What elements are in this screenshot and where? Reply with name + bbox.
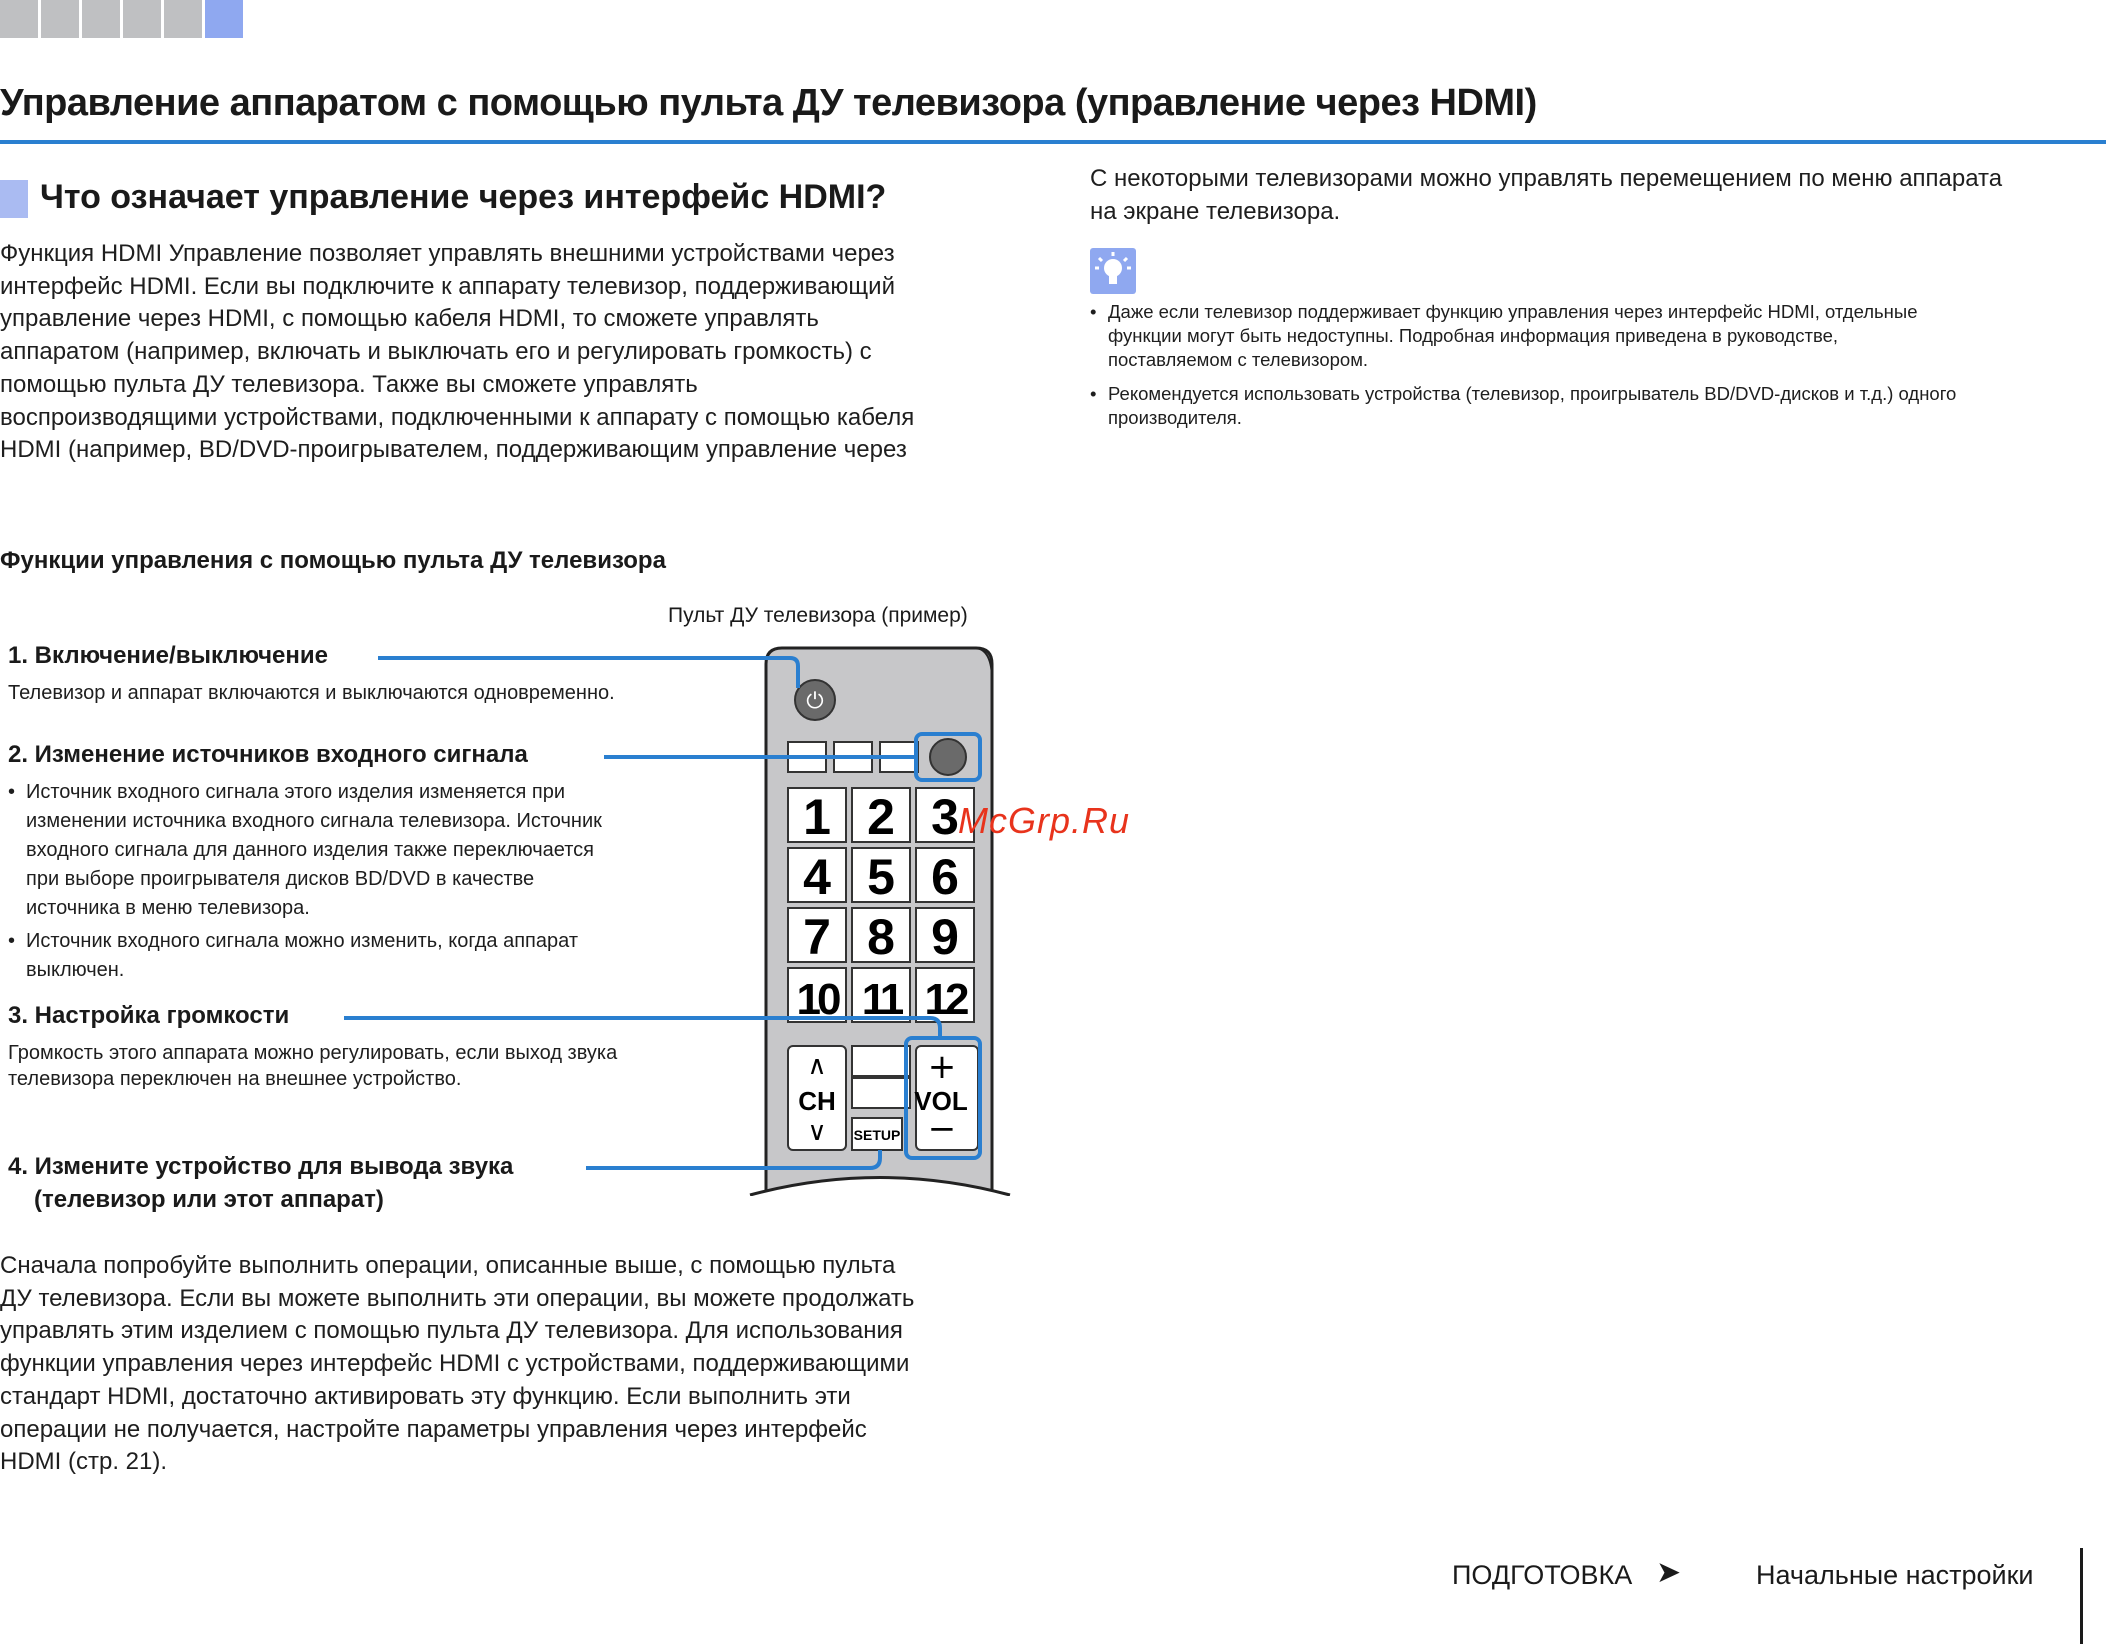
vol-minus-glyph: −: [927, 1109, 957, 1149]
hint-lightbulb-icon: [1090, 248, 1136, 294]
remote-caption: Пульт ДУ телевизора (пример): [668, 604, 968, 627]
ch-label: CH: [798, 1086, 836, 1116]
mid-button-mid: [852, 1078, 910, 1108]
keypad-label-11: 11: [861, 975, 901, 1024]
hint-item-2: • Рекомендуется использовать устройства (телевизор, проигрыватель BD/DVD-дисков и т.д.) одного производителя.: [1090, 382, 1956, 430]
input-source-button: [930, 739, 966, 775]
keypad-label-1: 1: [803, 789, 831, 845]
item-2-bullet-1: • Источник входного сигнала этого изделия изменяется при изменении источника входного сигнала телевизора. Источник входного сигнала для данного изделия также переключается при выборе проигрывателя дисков BD/DVD в качестве источника в меню телевизора.: [8, 778, 602, 923]
keypad-label-7: 7: [803, 909, 831, 965]
keypad-label-3: 3: [931, 789, 959, 845]
remote-illustration: [0, 0, 1060, 1220]
footer-divider: [2080, 1548, 2083, 1644]
keypad-label-4: 4: [803, 849, 831, 905]
item-3-title: 3. Настройка громкости: [8, 1002, 290, 1029]
ch-down-glyph: ∨: [807, 1117, 827, 1147]
vol-plus-glyph: +: [927, 1047, 957, 1087]
hint-item-1: • Даже если телевизор поддерживает функцию управления через интерфейс HDMI, отдельные функции могут быть недоступны. Подробная информация приведена в руководстве, поставляемом с телевизором.: [1090, 300, 1956, 372]
item-3-desc: Громкость этого аппарата можно регулировать, если выход звука телевизора переключен на внешнее устройство.: [8, 1042, 618, 1090]
item-4-title-line2: (телевизор или этот аппарат): [34, 1186, 384, 1213]
keypad-label-12: 12: [924, 975, 966, 1024]
setup-label: SETUP: [853, 1127, 901, 1143]
page-title: Управление аппаратом с помощью пульта ДУ телевизора (управление через HDMI): [0, 82, 1537, 124]
intro-paragraph: Функция HDMI Управление позволяет управлять внешними устройствами через интерфейс HDMI. Если вы подключите к аппарату телевизор, поддерживающий управление через HDMI, с помощью кабеля HDMI, то сможете управлять аппаратом (например, включать и выключать его и регулировать громкость) с помощью пульта ДУ телевизора. Также вы сможете управлять воспроизводящими устройствами, подключенными к аппарату с помощью кабеля HDMI (например, BD/DVD-проигрывателем, поддерживающим управление через: [0, 240, 915, 464]
footer-section-link[interactable]: ПОДГОТОВКА: [1452, 1560, 1633, 1590]
footer-arrow-icon: ➤: [1656, 1556, 1682, 1589]
closing-paragraph: Сначала попробуйте выполнить операции, описанные выше, с помощью пульта ДУ телевизора. Если вы можете выполнить эти операции, вы можете продолжать управлять этим изделием с помощью пульта ДУ телевизора. Для использования функции управления через интерфейс HDMI с устройствами, поддерживающими стандарт HDMI, достаточно активировать эту функцию. Если выполнить эти операции не получается, настройте параметры управления через интерфейс HDMI (стр. 21).: [0, 1252, 915, 1476]
keypad-label-8: 8: [867, 909, 895, 965]
item-2-title: 2. Изменение источников входного сигнала: [8, 741, 528, 768]
item-1-title: 1. Включение/выключение: [8, 642, 328, 669]
keypad-label-5: 5: [867, 849, 895, 905]
ch-up-glyph: ∧: [807, 1051, 827, 1081]
functions-heading: Функции управления с помощью пульта ДУ телевизора: [0, 547, 666, 574]
mid-button-top: [852, 1046, 910, 1076]
power-glyph: ⏻: [806, 689, 824, 714]
section-heading: Что означает управление через интерфейс HDMI?: [40, 178, 887, 216]
watermark: McGrp.Ru: [958, 800, 1131, 841]
keypad-label-9: 9: [931, 909, 959, 965]
footer-subsection-link[interactable]: Начальные настройки: [1756, 1560, 2034, 1590]
vol-label: VOL: [914, 1086, 968, 1116]
keypad-label-10: 10: [796, 975, 838, 1024]
keypad-label-6: 6: [931, 849, 959, 905]
item-4-title: 4. Измените устройство для вывода звука: [8, 1153, 514, 1180]
right-intro: С некоторыми телевизорами можно управлять перемещением по меню аппарата на экране телевизора.: [1090, 165, 2003, 225]
item-2-bullet-2: • Источник входного сигнала можно изменить, когда аппарат выключен.: [8, 927, 602, 985]
item-2-bullets: [8, 778, 602, 989]
keypad-label-2: 2: [867, 789, 895, 845]
hint-list: [1090, 300, 1956, 440]
item-1-desc: Телевизор и аппарат включаются и выключаются одновременно.: [8, 682, 615, 704]
